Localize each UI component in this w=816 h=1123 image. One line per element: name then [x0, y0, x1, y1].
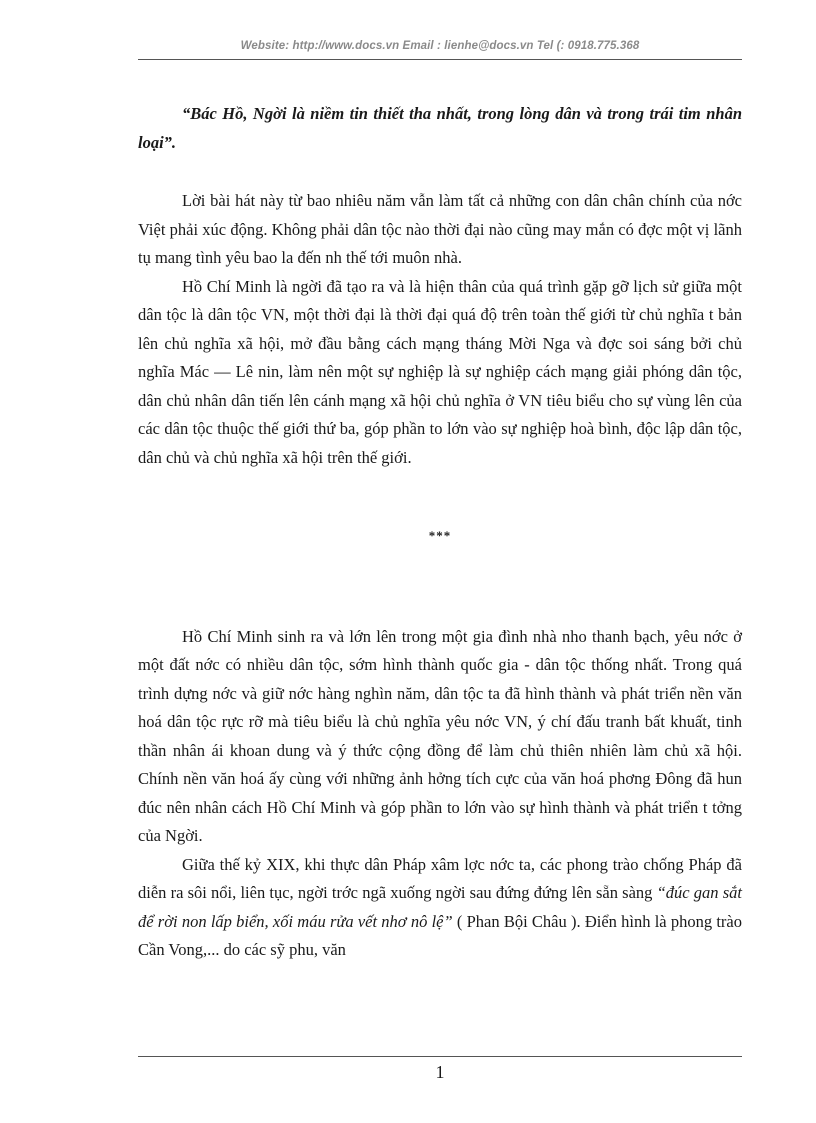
- paragraph-4-text-a: Giữa thế kỷ XIX, khi thực dân Pháp xâm lợc nớc ta, các phong trào chống Pháp đã diễn ra sôi nổi, liên tục, ngời trớc ngã xuống ngời sau đứng đứng lên sẵn sàng: [138, 854, 742, 902]
- footer-divider: [138, 1056, 742, 1057]
- opening-quote: “Bác Hồ, Ngời là niềm tin thiết tha nhất, trong lòng dân và trong trái tim nhân loại”.: [138, 104, 742, 152]
- paragraph-4-text-b: ( Phan Bội Châu ). Điển hình là phong trào Cần Vong,... do các sỹ phu, văn: [138, 911, 742, 959]
- paragraph-4: [138, 851, 742, 965]
- header-divider: [138, 59, 742, 60]
- page-content: [138, 100, 742, 965]
- paragraph-2: Hồ Chí Minh là ngời đã tạo ra và là hiện thân của quá trình gặp gỡ lịch sử giữa một dân tộc là dân tộc VN, một thời đại là thời đại quá độ trên toàn thế giới từ chủ nghĩa t bản lên chủ nghĩa xã hội, mở đầu bằng cách mạng tháng Mời Nga và đợc soi sáng bởi chủ nghĩa Mác — Lê nin, làm nên một sự nghiệp là sự nghiệp cách mạng giải phóng dân tộc, dân chủ nhân dân tiến lên cánh mạng xã hội chủ nghĩa ở VN tiêu biểu cho sự vùng lên của các dân tộc thuộc thế giới thứ ba, góp phần to lớn vào sự nghiệp hoà bình, độc lập dân tộc, dân chủ và chủ nghĩa xã hội trên thế giới.: [138, 276, 742, 467]
- paragraph-1: Lời bài hát này từ bao nhiêu năm vẫn làm tất cả những con dân chân chính của nớc Việt phải xúc động. Không phải dân tộc nào thời đại nào cũng may mắn có đợc một vị lãnh tụ mang tình yêu bao la đến nh thế tới muôn nhà.: [138, 191, 742, 267]
- section-separator: ***: [428, 528, 452, 543]
- paragraph-4-quote: “đúc gan sắt để rời non lấp biển, xối máu rửa vết nhơ nô lệ”: [138, 883, 742, 931]
- page-number: 1: [435, 1062, 445, 1082]
- paragraph-3: Hồ Chí Minh sinh ra và lớn lên trong một gia đình nhà nho thanh bạch, yêu nớc ở một đất nớc có nhiều dân tộc, sớm hình thành quốc gia - dân tộc thống nhất. Trong quá trình dựng nớc và giữ nớc hàng nghìn năm, dân tộc ta đã hình thành và phát triển nền văn hoá dân tộc rực rỡ mà tiêu biểu là chủ nghĩa yêu nớc VN, ý chí đấu tranh bất khuất, tinh thần nhân ái khoan dung và ý thức cộng đồng để làm chủ thiên nhiên làm chủ xã hội. Chính nền văn hoá ấy cùng với những ảnh hởng tích cực của văn hoá phơng Đông đã hun đúc nên nhân cách Hồ Chí Minh và góp phần to lớn vào sự hình thành và phát triển t tởng của Ngời.: [138, 626, 742, 845]
- page-header: Website: http://www.docs.vn Email : lienhe@docs.vn Tel (: 0918.775.368: [240, 40, 640, 52]
